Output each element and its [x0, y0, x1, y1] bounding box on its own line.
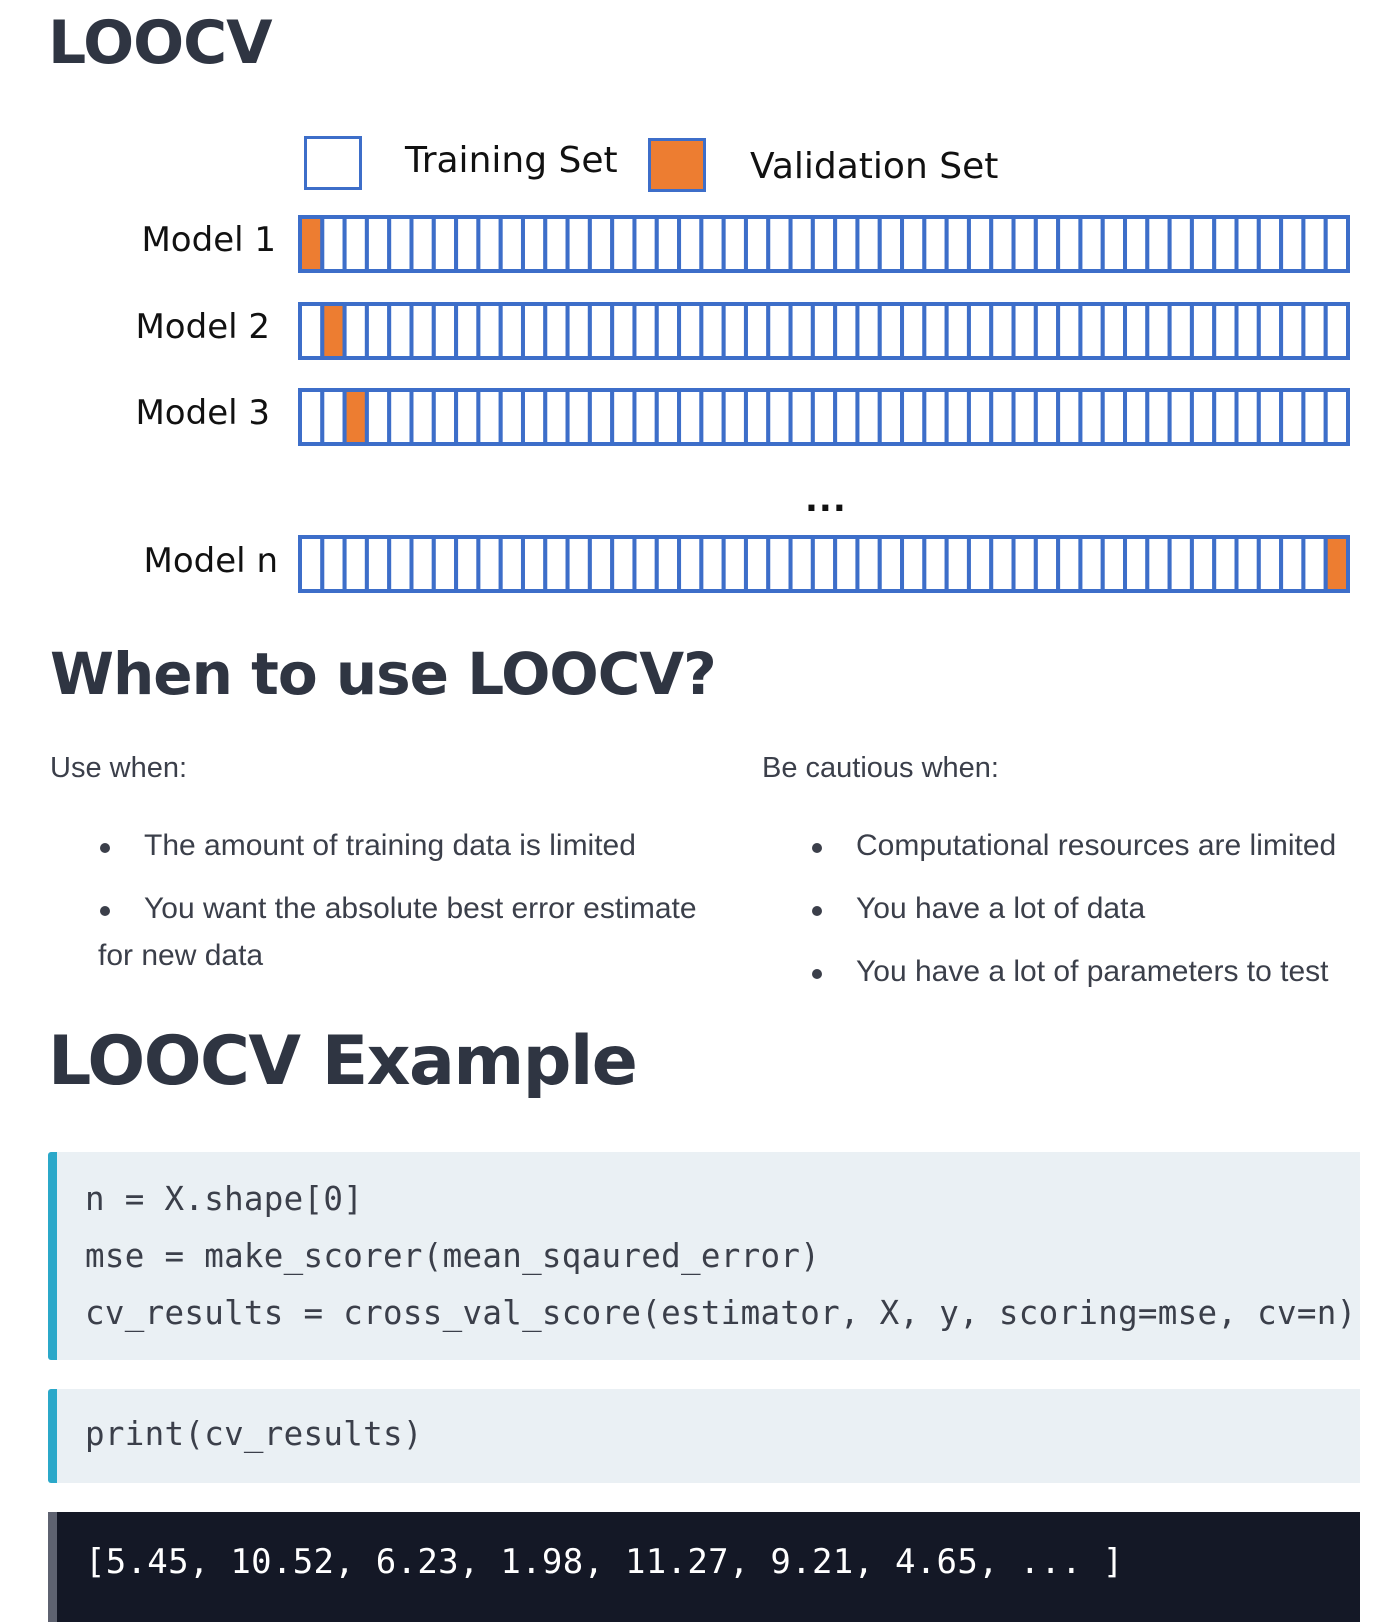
- training-fold-cell: [612, 217, 634, 271]
- training-fold-cell: [1214, 390, 1236, 444]
- training-fold-cell: [969, 304, 991, 358]
- training-fold-cell: [434, 217, 456, 271]
- training-fold-cell: [1036, 537, 1058, 591]
- training-fold-cell: [746, 217, 768, 271]
- training-fold-cell: [991, 537, 1013, 591]
- training-fold-cell: [345, 304, 367, 358]
- training-fold-cell: [1281, 390, 1303, 444]
- use-when-list: [98, 822, 738, 979]
- training-fold-cell: [389, 390, 411, 444]
- training-fold-cell: [835, 217, 857, 271]
- training-fold-cell: [1103, 537, 1125, 591]
- training-fold-cell: [1259, 537, 1281, 591]
- code-cell-1[interactable]: [48, 1152, 1360, 1360]
- training-fold-cell: [947, 217, 969, 271]
- training-fold-cell: [746, 304, 768, 358]
- training-fold-cell: [1103, 304, 1125, 358]
- model-2-label: Model 2: [135, 307, 270, 347]
- training-fold-cell: [1214, 304, 1236, 358]
- training-fold-cell: [1237, 304, 1259, 358]
- training-fold-cell: [1058, 304, 1080, 358]
- training-fold-cell: [501, 537, 523, 591]
- training-fold-cell: [300, 390, 322, 444]
- training-fold-cell: [345, 537, 367, 591]
- models-ellipsis: ...: [805, 480, 847, 520]
- training-fold-cell: [456, 390, 478, 444]
- training-fold-cell: [411, 217, 433, 271]
- training-fold-cell: [768, 537, 790, 591]
- training-fold-cell: [1259, 304, 1281, 358]
- training-fold-cell: [1170, 390, 1192, 444]
- training-fold-cell: [1058, 537, 1080, 591]
- training-fold-cell: [1014, 304, 1036, 358]
- training-fold-cell: [791, 304, 813, 358]
- training-fold-cell: [1103, 390, 1125, 444]
- training-fold-cell: [1014, 537, 1036, 591]
- training-fold-cell: [969, 537, 991, 591]
- model-n-label: Model n: [143, 541, 278, 581]
- training-fold-cell: [701, 304, 723, 358]
- training-fold-cell: [1058, 217, 1080, 271]
- validation-fold-cell: [300, 217, 322, 271]
- training-set-legend-label: Training Set: [405, 140, 618, 181]
- training-fold-cell: [322, 390, 344, 444]
- training-fold-cell: [456, 217, 478, 271]
- training-fold-cell: [367, 217, 389, 271]
- training-fold-cell: [1125, 537, 1147, 591]
- training-fold-cell: [1080, 304, 1102, 358]
- training-fold-cell: [501, 304, 523, 358]
- training-fold-cell: [724, 217, 746, 271]
- training-fold-cell: [478, 390, 500, 444]
- training-fold-cell: [657, 304, 679, 358]
- code-line: n = X.shape[0]: [85, 1180, 364, 1218]
- training-fold-cell: [478, 217, 500, 271]
- training-fold-cell: [947, 537, 969, 591]
- training-fold-cell: [389, 304, 411, 358]
- training-fold-cell: [634, 304, 656, 358]
- model-1-label: Model 1: [141, 220, 276, 260]
- training-fold-cell: [322, 537, 344, 591]
- list-item: [98, 885, 738, 979]
- training-fold-cell: [880, 304, 902, 358]
- training-fold-cell: [568, 304, 590, 358]
- training-fold-cell: [1214, 217, 1236, 271]
- code-line: print(cv_results): [85, 1415, 423, 1453]
- training-fold-cell: [1170, 217, 1192, 271]
- bullet-icon: [812, 969, 822, 979]
- be-cautious-list: [810, 822, 1370, 995]
- training-fold-cell: [411, 390, 433, 444]
- training-fold-cell: [1014, 217, 1036, 271]
- training-fold-cell: [1281, 537, 1303, 591]
- list-item-text: You want the absolute best error estimate for new data: [98, 892, 697, 972]
- training-fold-cell: [947, 390, 969, 444]
- training-fold-cell: [969, 217, 991, 271]
- training-fold-cell: [411, 304, 433, 358]
- training-fold-cell: [389, 217, 411, 271]
- training-fold-cell: [322, 217, 344, 271]
- training-fold-cell: [991, 304, 1013, 358]
- training-fold-cell: [791, 537, 813, 591]
- training-fold-cell: [924, 390, 946, 444]
- training-fold-cell: [947, 304, 969, 358]
- code-line: cv_results = cross_val_score(estimator, X, y, scoring=mse, cv=n): [85, 1294, 1357, 1332]
- training-fold-cell: [746, 390, 768, 444]
- training-fold-cell: [1281, 304, 1303, 358]
- training-fold-cell: [701, 217, 723, 271]
- training-fold-cell: [724, 537, 746, 591]
- training-fold-cell: [857, 537, 879, 591]
- use-when-heading: Use when:: [50, 752, 188, 784]
- bullet-icon: [100, 906, 110, 916]
- training-fold-cell: [1103, 217, 1125, 271]
- training-fold-cell: [523, 537, 545, 591]
- section-title-when-to-use: When to use LOOCV?: [50, 640, 716, 708]
- training-fold-cell: [1125, 390, 1147, 444]
- training-fold-cell: [612, 304, 634, 358]
- training-fold-cell: [701, 537, 723, 591]
- training-fold-cell: [523, 217, 545, 271]
- training-fold-cell: [1237, 217, 1259, 271]
- training-fold-cell: [924, 304, 946, 358]
- output-cell: [48, 1512, 1360, 1622]
- training-fold-cell: [1147, 304, 1169, 358]
- training-fold-cell: [679, 390, 701, 444]
- training-fold-cell: [1147, 537, 1169, 591]
- training-fold-cell: [813, 390, 835, 444]
- training-fold-cell: [634, 390, 656, 444]
- training-fold-cell: [590, 390, 612, 444]
- training-set-legend-swatch: [304, 136, 362, 190]
- training-fold-cell: [1237, 537, 1259, 591]
- training-fold-cell: [568, 217, 590, 271]
- training-fold-cell: [523, 390, 545, 444]
- training-fold-cell: [1303, 217, 1325, 271]
- training-fold-cell: [345, 217, 367, 271]
- training-fold-cell: [857, 390, 879, 444]
- training-fold-cell: [456, 304, 478, 358]
- training-fold-cell: [545, 304, 567, 358]
- training-fold-cell: [902, 537, 924, 591]
- training-fold-cell: [1303, 390, 1325, 444]
- training-fold-cell: [1259, 390, 1281, 444]
- training-fold-cell: [835, 304, 857, 358]
- training-fold-cell: [1058, 390, 1080, 444]
- training-fold-cell: [1125, 304, 1147, 358]
- list-item-text: You have a lot of data: [856, 892, 1146, 925]
- training-fold-cell: [857, 304, 879, 358]
- training-fold-cell: [612, 537, 634, 591]
- training-fold-cell: [880, 390, 902, 444]
- training-fold-cell: [389, 537, 411, 591]
- training-fold-cell: [679, 304, 701, 358]
- training-fold-cell: [880, 217, 902, 271]
- training-fold-cell: [902, 217, 924, 271]
- training-fold-cell: [545, 390, 567, 444]
- validation-fold-cell: [322, 304, 344, 358]
- list-item: [810, 948, 1370, 995]
- training-fold-cell: [657, 537, 679, 591]
- output-text: [5.45, 10.52, 6.23, 1.98, 11.27, 9.21, 4.65, ... ]: [85, 1542, 1124, 1582]
- model-2-fold-bar: [298, 302, 1350, 360]
- list-item-text: The amount of training data is limited: [144, 829, 636, 862]
- training-fold-cell: [746, 537, 768, 591]
- training-fold-cell: [1192, 390, 1214, 444]
- section-title-loocv-example: LOOCV Example: [48, 1022, 637, 1101]
- list-item: [810, 822, 1370, 869]
- training-fold-cell: [679, 217, 701, 271]
- training-fold-cell: [835, 537, 857, 591]
- training-fold-cell: [478, 304, 500, 358]
- training-fold-cell: [1192, 217, 1214, 271]
- be-cautious-heading: Be cautious when:: [762, 752, 999, 784]
- training-fold-cell: [411, 537, 433, 591]
- training-fold-cell: [568, 537, 590, 591]
- training-fold-cell: [791, 390, 813, 444]
- training-fold-cell: [1036, 390, 1058, 444]
- section-title-loocv: LOOCV: [48, 8, 272, 78]
- validation-fold-cell: [1326, 537, 1348, 591]
- validation-fold-cell: [345, 390, 367, 444]
- training-fold-cell: [768, 304, 790, 358]
- training-fold-cell: [590, 537, 612, 591]
- model-n-fold-bar: [298, 535, 1350, 593]
- training-fold-cell: [1080, 537, 1102, 591]
- training-fold-cell: [634, 217, 656, 271]
- training-fold-cell: [367, 537, 389, 591]
- training-fold-cell: [1147, 217, 1169, 271]
- training-fold-cell: [300, 537, 322, 591]
- training-fold-cell: [545, 217, 567, 271]
- code-cell-2[interactable]: [48, 1389, 1360, 1483]
- training-fold-cell: [478, 537, 500, 591]
- training-fold-cell: [724, 390, 746, 444]
- list-item: [810, 885, 1370, 932]
- training-fold-cell: [634, 537, 656, 591]
- training-fold-cell: [1326, 217, 1348, 271]
- training-fold-cell: [1326, 304, 1348, 358]
- training-fold-cell: [1080, 217, 1102, 271]
- model-1-fold-bar: [298, 215, 1350, 273]
- bullet-icon: [812, 906, 822, 916]
- validation-set-legend-swatch: [648, 138, 706, 192]
- training-fold-cell: [1170, 304, 1192, 358]
- training-fold-cell: [768, 390, 790, 444]
- training-fold-cell: [367, 390, 389, 444]
- training-fold-cell: [857, 217, 879, 271]
- training-fold-cell: [991, 217, 1013, 271]
- training-fold-cell: [969, 390, 991, 444]
- training-fold-cell: [501, 390, 523, 444]
- training-fold-cell: [1192, 304, 1214, 358]
- training-fold-cell: [300, 304, 322, 358]
- training-fold-cell: [612, 390, 634, 444]
- training-fold-cell: [523, 304, 545, 358]
- training-fold-cell: [835, 390, 857, 444]
- training-fold-cell: [701, 390, 723, 444]
- training-fold-cell: [813, 304, 835, 358]
- list-item: [98, 822, 738, 869]
- training-fold-cell: [1192, 537, 1214, 591]
- training-fold-cell: [590, 304, 612, 358]
- training-fold-cell: [1036, 304, 1058, 358]
- training-fold-cell: [679, 537, 701, 591]
- training-fold-cell: [657, 390, 679, 444]
- training-fold-cell: [1036, 217, 1058, 271]
- training-fold-cell: [1214, 537, 1236, 591]
- training-fold-cell: [924, 217, 946, 271]
- training-fold-cell: [880, 537, 902, 591]
- training-fold-cell: [568, 390, 590, 444]
- training-fold-cell: [1125, 217, 1147, 271]
- training-fold-cell: [1303, 537, 1325, 591]
- model-3-fold-bar: [298, 388, 1350, 446]
- bullet-icon: [812, 843, 822, 853]
- validation-set-legend-label: Validation Set: [750, 146, 999, 187]
- model-3-label: Model 3: [135, 393, 270, 433]
- training-fold-cell: [1080, 390, 1102, 444]
- training-fold-cell: [434, 537, 456, 591]
- training-fold-cell: [791, 217, 813, 271]
- training-fold-cell: [1147, 390, 1169, 444]
- bullet-icon: [100, 843, 110, 853]
- training-fold-cell: [434, 390, 456, 444]
- code-line: mse = make_scorer(mean_sqaured_error): [85, 1237, 821, 1275]
- training-fold-cell: [456, 537, 478, 591]
- training-fold-cell: [1326, 390, 1348, 444]
- list-item-text: Computational resources are limited: [856, 829, 1337, 862]
- training-fold-cell: [768, 217, 790, 271]
- training-fold-cell: [813, 217, 835, 271]
- training-fold-cell: [1281, 217, 1303, 271]
- training-fold-cell: [434, 304, 456, 358]
- training-fold-cell: [545, 537, 567, 591]
- training-fold-cell: [991, 390, 1013, 444]
- training-fold-cell: [724, 304, 746, 358]
- training-fold-cell: [902, 390, 924, 444]
- list-item-text: You have a lot of parameters to test: [856, 955, 1329, 988]
- training-fold-cell: [657, 217, 679, 271]
- training-fold-cell: [1259, 217, 1281, 271]
- training-fold-cell: [1014, 390, 1036, 444]
- training-fold-cell: [501, 217, 523, 271]
- training-fold-cell: [590, 217, 612, 271]
- training-fold-cell: [902, 304, 924, 358]
- training-fold-cell: [1303, 304, 1325, 358]
- training-fold-cell: [1170, 537, 1192, 591]
- training-fold-cell: [924, 537, 946, 591]
- training-fold-cell: [813, 537, 835, 591]
- training-fold-cell: [367, 304, 389, 358]
- training-fold-cell: [1237, 390, 1259, 444]
